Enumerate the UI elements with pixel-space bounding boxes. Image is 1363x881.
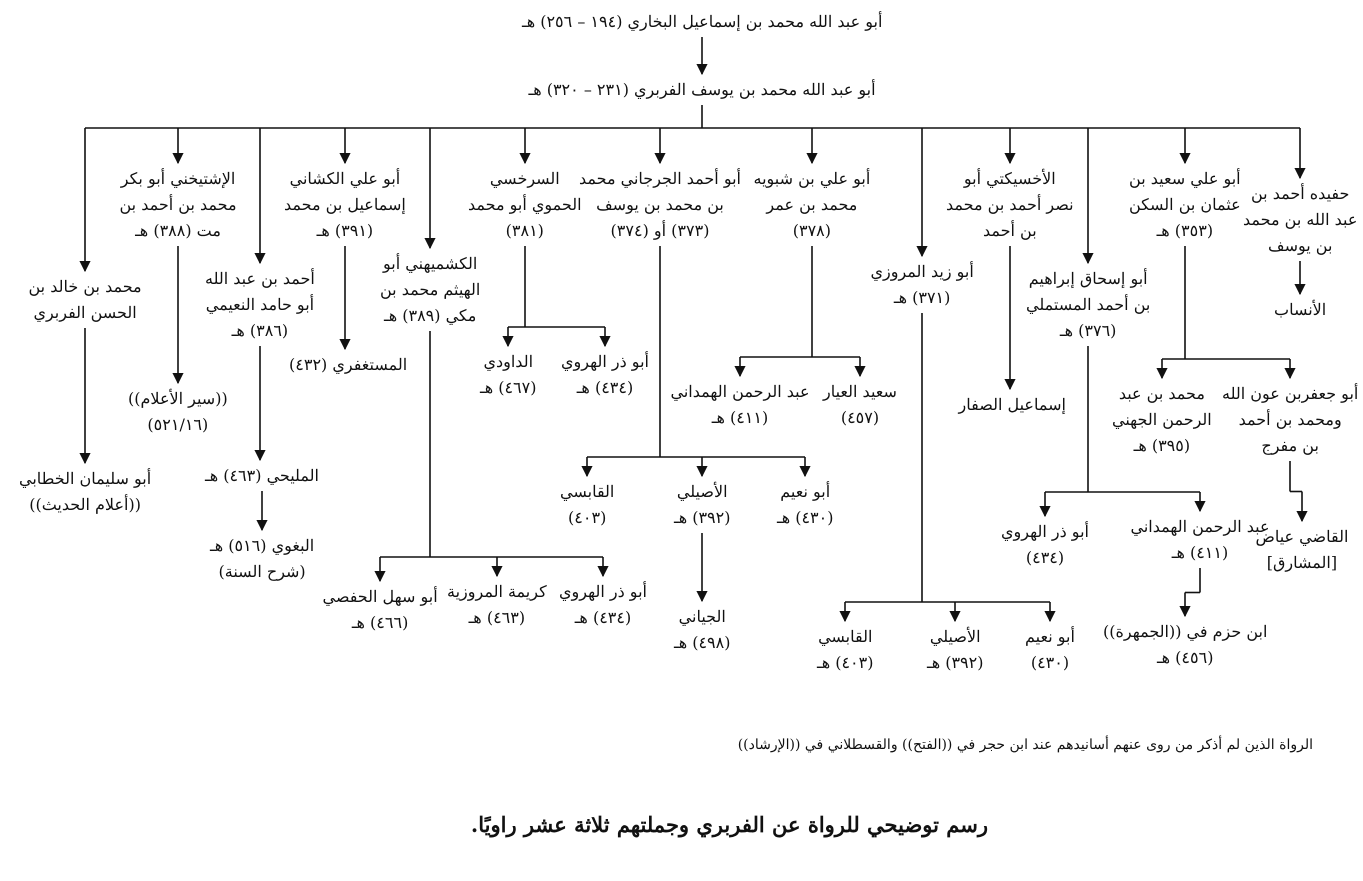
node-line: الأصيلي <box>929 627 981 646</box>
node-akhsikati <box>946 166 1074 244</box>
node-line: بن أحمد المستملي <box>1026 295 1151 314</box>
node-line: الجياني <box>678 607 726 626</box>
node-qabisi1 <box>560 479 614 531</box>
node-harawi2 <box>1001 519 1089 571</box>
footnote: الرواة الذين لم أذكر من روى عنهم أسانيدهم عند ابن حجر في ((الفتح)) والقسطلاني في ((الإرشاد)) <box>737 737 1313 753</box>
node-line: أبو علي سعيد بن <box>1129 169 1241 188</box>
node-line: الحموي أبو محمد <box>468 195 582 214</box>
node-line: أبو ذر الهروي <box>1001 522 1089 541</box>
node-line: محمد بن عبد <box>1118 384 1205 403</box>
node-line: (٣٧٦) هـ <box>1059 321 1117 340</box>
node-line: القابسي <box>818 627 873 646</box>
node-line: القاضي عياض <box>1255 527 1349 546</box>
node-line: بن محمد بن يوسف <box>596 195 724 214</box>
node-line: حفيده أحمد بن <box>1251 184 1350 203</box>
node-line: نصر أحمد بن محمد <box>946 195 1074 214</box>
node-line: أبو سليمان الخطابي <box>19 469 152 488</box>
node-ishtikhani <box>120 166 237 244</box>
node-khattabi <box>19 466 151 518</box>
node-line: (٣٥٣) هـ <box>1156 221 1214 240</box>
node-line: (٥٢١/١٦) <box>147 415 209 434</box>
node-line: ابن حزم في ((الجمهرة)) <box>1103 622 1268 641</box>
node-shabbuyah <box>754 166 871 244</box>
node-line: بن يوسف <box>1268 236 1333 255</box>
node-line: (٤٣٤) هـ <box>574 608 632 627</box>
node-line: الأخسيكتي أبو <box>963 169 1056 188</box>
node-hafsi <box>323 584 438 636</box>
node-line: (٤٥٧) <box>840 408 880 427</box>
node-line: (٣٧١) هـ <box>893 288 951 307</box>
node-line: أبو نعيم <box>1025 627 1075 646</box>
node-line: الكشميهني أبو <box>383 254 478 273</box>
node-line: (٣٩٢) هـ <box>674 508 731 527</box>
node-line: إسماعيل بن محمد <box>284 195 406 214</box>
node-line: [المشارق] <box>1266 553 1338 572</box>
node-marwazi <box>871 259 974 311</box>
node-line: (٤٦٣) هـ <box>468 608 526 627</box>
node-line: (٤٩٨) هـ <box>674 633 731 652</box>
node-line: عبد الرحمن الهمداني <box>670 382 810 401</box>
node-line: كريمة المروزية <box>447 582 547 601</box>
node-malihi <box>205 463 319 489</box>
node-line: (٤٣٠) <box>1030 653 1070 672</box>
node-hafid <box>1243 181 1357 259</box>
node-line: (٤٥٦) هـ <box>1156 648 1214 667</box>
node-line: الداودي <box>483 352 534 371</box>
node-line: الأنساب <box>1274 300 1327 319</box>
node-line: الأصيلي <box>676 482 728 501</box>
node-line: (٤٣٠) هـ <box>777 508 834 527</box>
node-mustamli <box>1026 266 1150 344</box>
node-line: محمد بن خالد بن <box>28 277 142 296</box>
node-line: عبد الرحمن الهمداني <box>1130 517 1270 536</box>
node-line: أبو عبد الله محمد بن إسماعيل البخاري (١٩٤ – ٢٥٦) هـ <box>522 12 883 31</box>
node-line: أبو جعفربن عون الله <box>1222 384 1359 403</box>
diagram-caption: رسم توضيحي للرواة عن الفربري وجملتهم ثلاثة عشر راويًا. <box>470 812 988 837</box>
node-line: بن أحمد <box>982 221 1037 240</box>
node-line: (٤٣٤) هـ <box>576 378 634 397</box>
node-line: (٤٠٣) هـ <box>817 653 874 672</box>
node-line: (٤١١) هـ <box>1171 543 1229 562</box>
node-baghawi <box>210 533 314 585</box>
node-abujafar <box>1222 381 1358 459</box>
node-asili1 <box>674 479 730 531</box>
node-line: إسماعيل الصفار <box>958 395 1066 414</box>
node-line: أبو حامد النعيمي <box>205 295 315 314</box>
node-dawudi <box>480 349 536 401</box>
node-karima <box>447 579 547 631</box>
node-bukhari <box>522 9 882 35</box>
node-line: المليحي (٤٦٣) هـ <box>205 466 319 485</box>
node-line: السرخسي <box>489 169 560 188</box>
node-line: ((سير الأعلام)) <box>128 389 228 408</box>
node-line: أبو عبد الله محمد بن يوسف الفربري (٢٣١ – ٣٢٠) هـ <box>528 80 876 99</box>
node-line: أبو إسحاق إبراهيم <box>1028 269 1148 288</box>
node-siyar <box>128 386 228 438</box>
node-line: (٤٦٧) هـ <box>480 378 537 397</box>
node-line: أبو أحمد الجرجاني محمد <box>579 169 741 188</box>
node-line: القابسي <box>560 482 615 501</box>
node-kushmihani <box>380 251 480 329</box>
node-line: بن مفرج <box>1261 436 1319 455</box>
node-line: (٤١١) هـ <box>711 408 769 427</box>
node-line: (٣٩١) هـ <box>316 221 374 240</box>
node-line: (٣٩٥) هـ <box>1133 436 1191 455</box>
node-line: (٣٩٢) هـ <box>927 653 984 672</box>
node-hamadani1 <box>671 379 810 431</box>
node-harawi3 <box>559 579 647 631</box>
node-line: أبو زيد المروزي <box>870 262 974 281</box>
node-line: (٣٨٦) هـ <box>231 321 289 340</box>
node-mustaghfiri <box>289 352 407 378</box>
node-qabisi2 <box>817 624 873 676</box>
node-line: الإشتيخني أبو بكر <box>120 169 236 188</box>
node-line: المستغفري (٤٣٢) <box>289 355 408 374</box>
node-hamadani2 <box>1131 514 1270 566</box>
node-line: أبو ذر الهروي <box>559 582 647 601</box>
node-line: مت (٣٨٨) هـ <box>135 221 221 240</box>
node-firabri <box>529 77 876 103</box>
node-ibnhazm <box>1103 619 1267 671</box>
node-line: (٣٨١) <box>505 221 544 240</box>
node-line: مكي (٣٨٩) هـ <box>384 306 477 325</box>
node-jurjani <box>579 166 741 244</box>
node-line: الرحمن الجهني <box>1112 410 1212 429</box>
node-line: عبد الله بن محمد <box>1243 210 1358 229</box>
node-ayyar <box>823 379 897 431</box>
node-line: الحسن الفربري <box>33 303 137 322</box>
node-line: (٤٣٤) <box>1025 548 1065 567</box>
node-line: (٣٧٨) <box>792 221 832 240</box>
node-line: محمد بن أحمد بن <box>119 195 237 214</box>
node-abunuaym1 <box>777 479 833 531</box>
node-ibnsakan <box>1129 166 1241 244</box>
node-line: الهيثم محمد بن <box>380 280 481 299</box>
node-line: أبو علي بن شبويه <box>753 169 871 188</box>
node-ansab <box>1274 297 1326 323</box>
node-line: عثمان بن السكن <box>1129 195 1241 214</box>
node-asili2 <box>927 624 983 676</box>
node-line: (٣٧٣) أو (٣٧٤) <box>610 221 710 240</box>
node-line: ((أعلام الحديث)) <box>29 495 141 514</box>
node-ibnkhalid <box>29 274 142 326</box>
node-line: (شرح السنة) <box>218 562 306 581</box>
node-kushani <box>284 166 406 244</box>
node-line: سعيد العيار <box>823 382 897 401</box>
node-line: (٤٠٣) <box>568 508 607 527</box>
node-saffar <box>959 392 1066 418</box>
node-line: أبو ذر الهروي <box>561 352 649 371</box>
node-line: أبو نعيم <box>780 482 831 501</box>
node-juhani <box>1112 381 1212 459</box>
node-harawi1 <box>561 349 649 401</box>
node-nuaymi <box>205 266 315 344</box>
node-sarakhsi <box>468 166 582 244</box>
node-line: أبو علي الكشاني <box>289 169 401 188</box>
node-line: (٤٦٦) هـ <box>351 613 409 632</box>
node-abunuaym2 <box>1025 624 1075 676</box>
node-line: محمد بن عمر <box>766 195 858 214</box>
node-line: أبو سهل الحفصي <box>322 587 438 606</box>
node-jayyani <box>674 604 730 656</box>
node-line: أحمد بن عبد الله <box>205 269 315 288</box>
node-line: البغوي (٥١٦) هـ <box>210 536 315 555</box>
node-line: ومحمد بن أحمد <box>1238 410 1342 429</box>
